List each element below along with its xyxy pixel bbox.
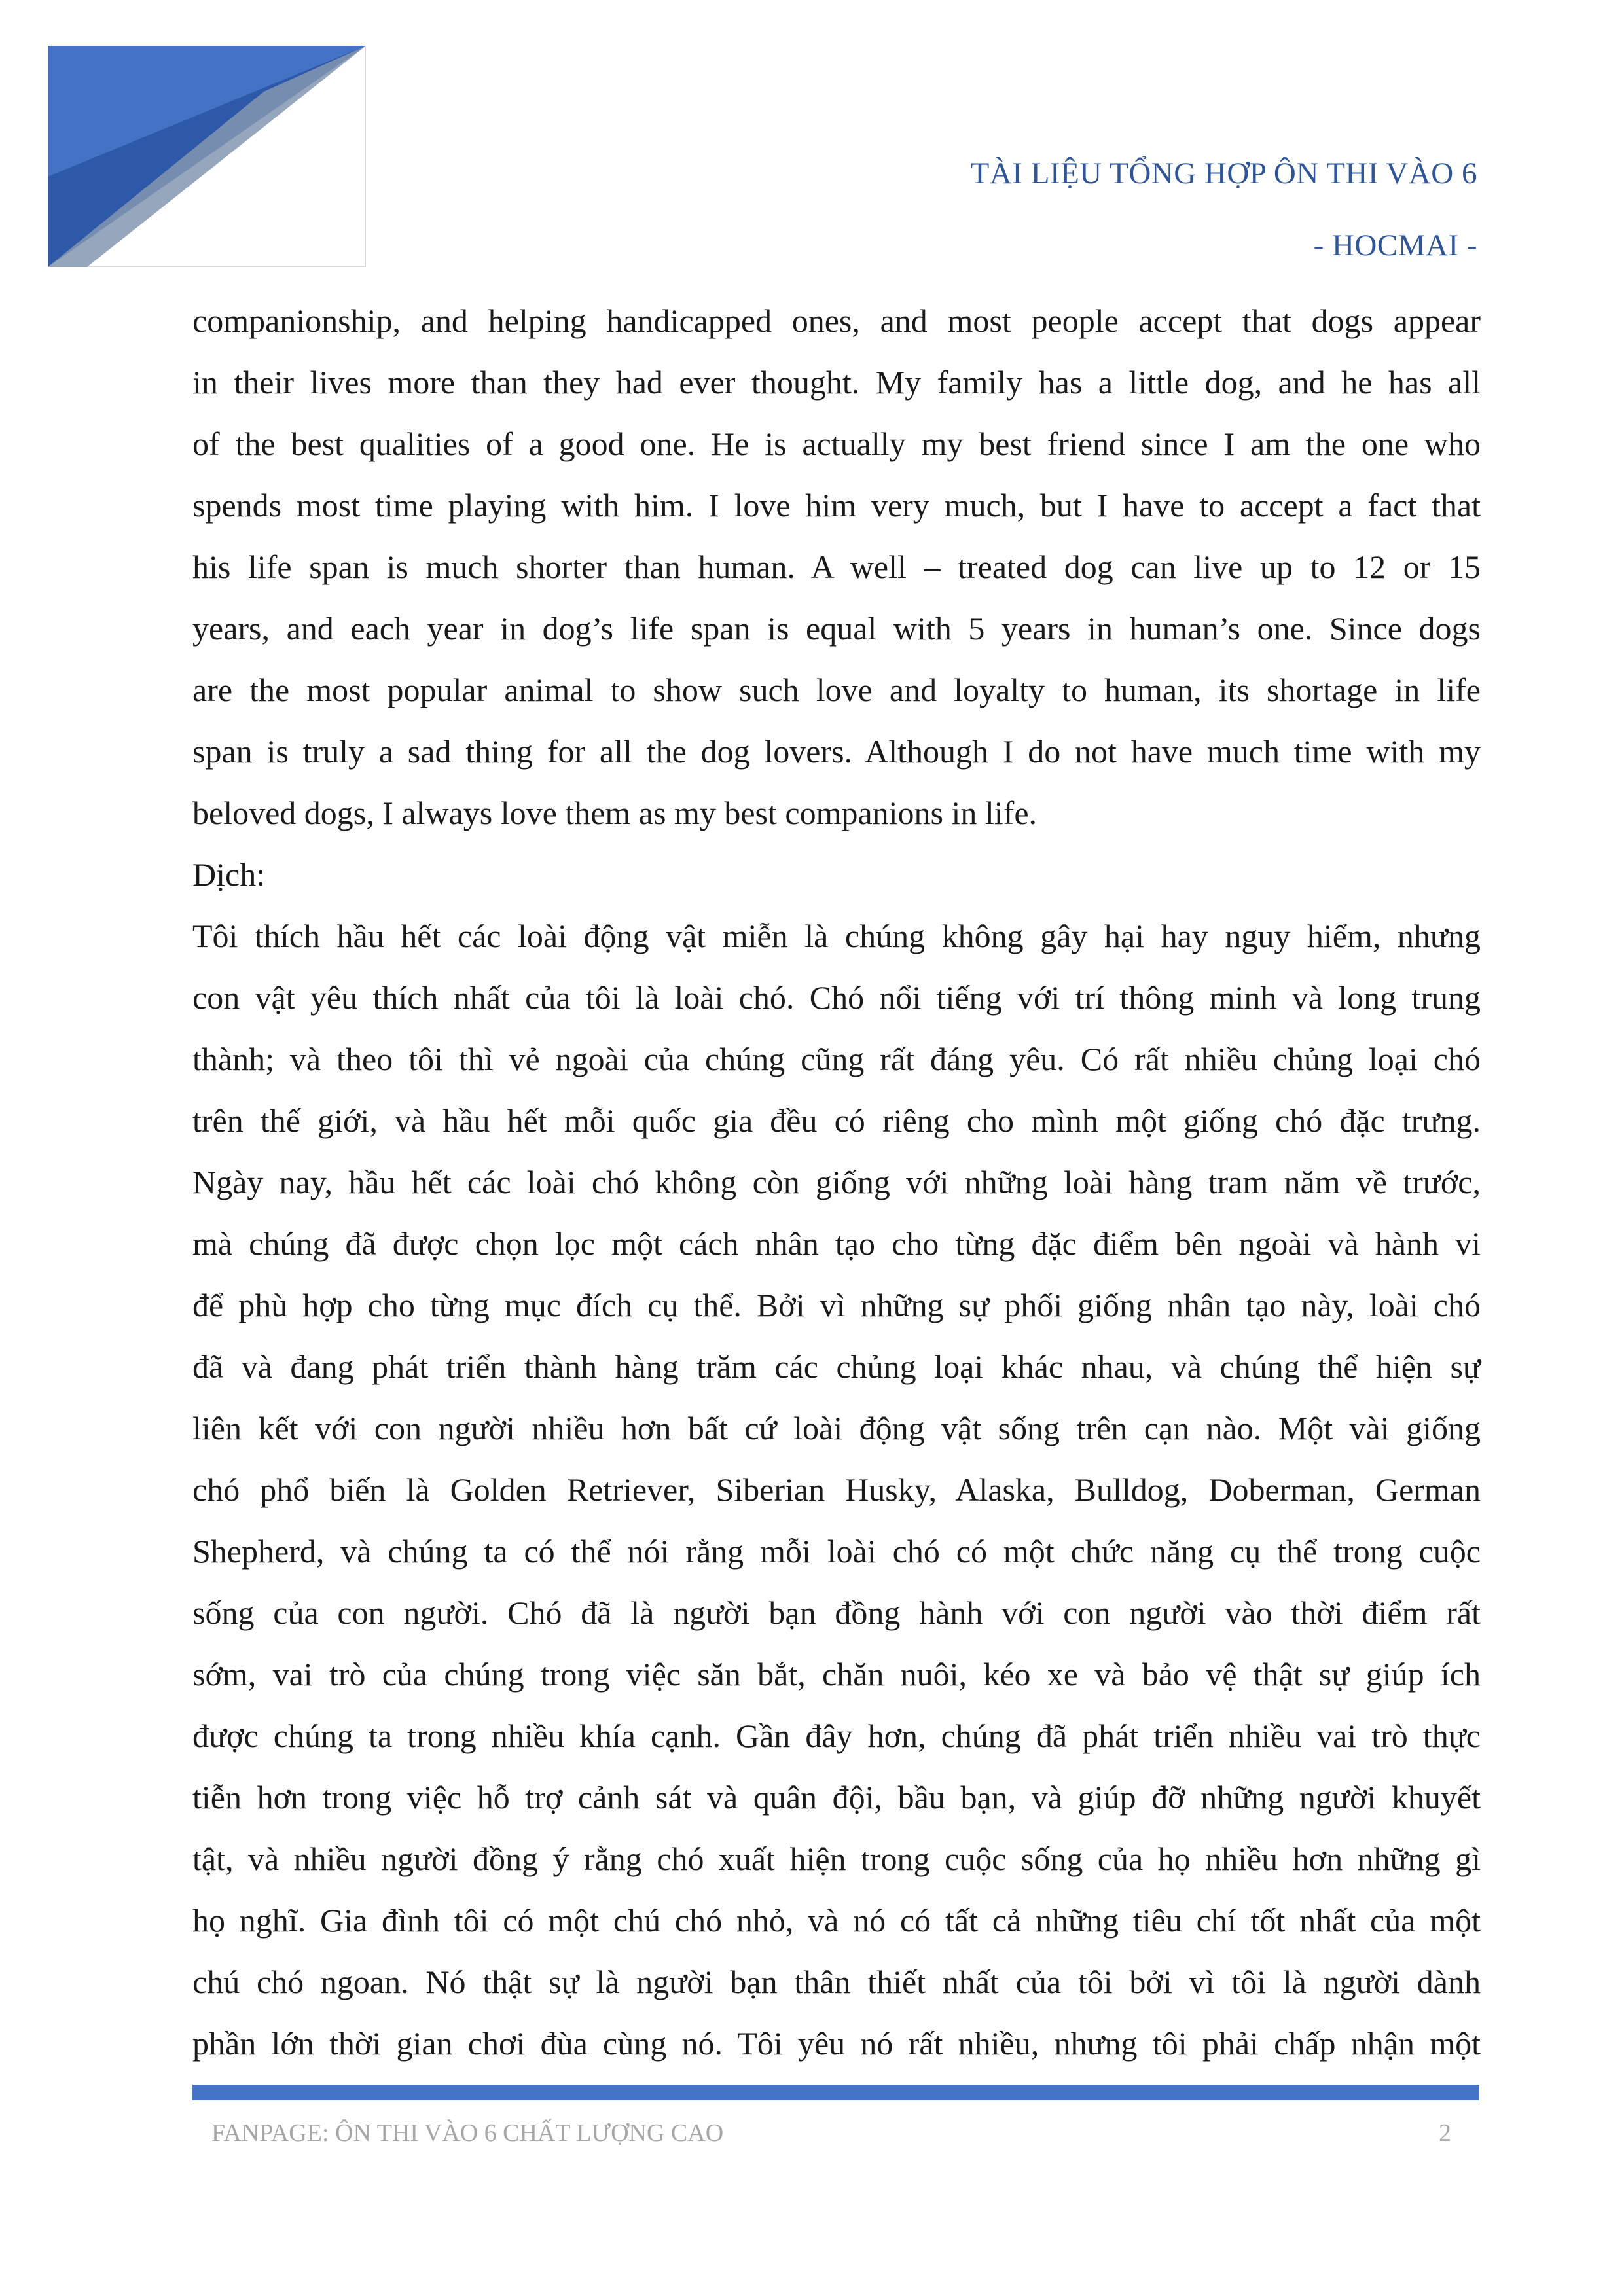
- text-line: of the best qualities of a good one. He is actually my best friend since I am the one who: [192, 425, 1481, 462]
- page-number: 2: [1439, 2119, 1451, 2147]
- text-line: Ngày nay, hầu hết các loài chó không còn giống với những loài hàng tram năm về trước,: [192, 1164, 1481, 1200]
- text-line: his life span is much shorter than human. A well – treated dog can live up to 12 or 15: [192, 548, 1481, 585]
- text-line: con vật yêu thích nhất của tôi là loài chó. Chó nổi tiếng với trí thông minh và long trung: [192, 979, 1481, 1016]
- text-line: thành; và theo tôi thì vẻ ngoài của chúng cũng rất đáng yêu. Có rất nhiều chủng loại chó: [192, 1041, 1481, 1077]
- text-line: mà chúng đã được chọn lọc một cách nhân tạo cho từng đặc điểm bên ngoài và hành vi: [192, 1225, 1481, 1262]
- text-line: để phù hợp cho từng mục đích cụ thể. Bởi vì những sự phối giống nhân tạo này, loài chó: [192, 1287, 1481, 1323]
- text-line: companionship, and helping handicapped ones, and most people accept that dogs appear: [192, 302, 1481, 339]
- text-line: Shepherd, và chúng ta có thể nói rằng mỗi loài chó có một chức năng cụ thể trong cuộc: [192, 1533, 1481, 1570]
- text-line: tiễn hơn trong việc hỗ trợ cảnh sát và quân đội, bầu bạn, và giúp đỡ những người khuyết: [192, 1779, 1481, 1816]
- corner-logo: [48, 46, 366, 267]
- text-line: sớm, vai trò của chúng trong việc săn bắt, chăn nuôi, kéo xe và bảo vệ thật sự giúp ích: [192, 1656, 1481, 1693]
- text-line: beloved dogs, I always love them as my best companions in life.: [192, 795, 1038, 831]
- text-line: tật, và nhiều người đồng ý rằng chó xuất hiện trong cuộc sống của họ nhiều hơn những gì: [192, 1840, 1481, 1877]
- text-line: được chúng ta trong nhiều khía cạnh. Gần đây hơn, chúng đã phát triển nhiều vai trò thực: [192, 1717, 1481, 1754]
- section-label: Dịch:: [192, 856, 266, 893]
- text-line: in their lives more than they had ever thought. My family has a little dog, and he has all: [192, 364, 1481, 401]
- text-line: spends most time playing with him. I love him very much, but I have to accept a fact that: [192, 487, 1481, 524]
- footer-divider: [192, 2085, 1479, 2100]
- text-line: span is truly a sad thing for all the dog lovers. Although I do not have much time with my: [192, 733, 1481, 770]
- text-line: chú chó ngoan. Nó thật sự là người bạn thân thiết nhất của tôi bởi vì tôi là người dành: [192, 1964, 1481, 2000]
- text-line: trên thế giới, và hầu hết mỗi quốc gia đều có riêng cho mình một giống chó đặc trưng.: [192, 1102, 1481, 1139]
- text-line: phần lớn thời gian chơi đùa cùng nó. Tôi yêu nó rất nhiều, nhưng tôi phải chấp nhận một: [192, 2025, 1481, 2062]
- text-line: sống của con người. Chó đã là người bạn đồng hành với con người vào thời điểm rất: [192, 1594, 1481, 1631]
- text-line: họ nghĩ. Gia đình tôi có một chú chó nhỏ, và nó có tất cả những tiêu chí tốt nhất của một: [192, 1902, 1481, 1939]
- text-line: liên kết với con người nhiều hơn bất cứ loài động vật sống trên cạn nào. Một vài giống: [192, 1410, 1481, 1446]
- footer-fanpage-text: FANPAGE: ÔN THI VÀO 6 CHẤT LƯỢNG CAO: [211, 2119, 724, 2147]
- header-title: TÀI LIỆU TỔNG HỢP ÔN THI VÀO 6: [970, 156, 1477, 190]
- text-line: chó phổ biến là Golden Retriever, Siberian Husky, Alaska, Bulldog, Doberman, German: [192, 1471, 1481, 1508]
- text-line: are the most popular animal to show such love and loyalty to human, its shortage in life: [192, 672, 1481, 708]
- header-subtitle: - HOCMAI -: [1313, 228, 1477, 262]
- body-text: [192, 298, 1481, 2082]
- text-line: đã và đang phát triển thành hàng trăm các chủng loại khác nhau, và chúng thể hiện sự: [192, 1348, 1481, 1385]
- text-line: Tôi thích hầu hết các loài động vật miễn là chúng không gây hại hay nguy hiểm, nhưng: [192, 918, 1481, 954]
- text-line: years, and each year in dog’s life span is equal with 5 years in human’s one. Since dogs: [192, 610, 1481, 647]
